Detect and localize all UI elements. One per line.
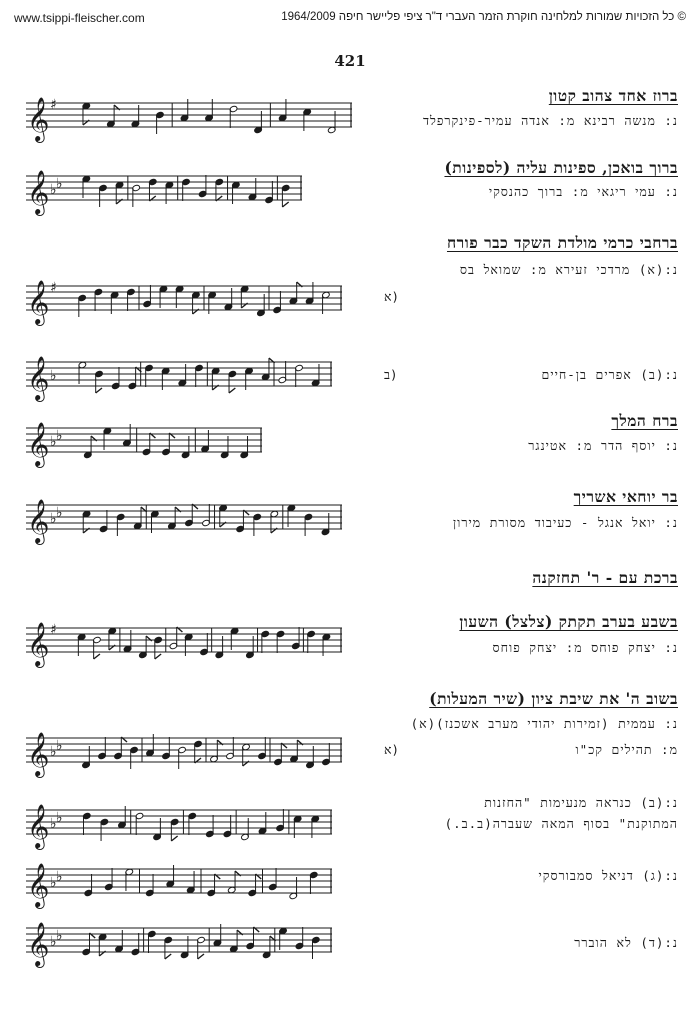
music-staff	[26, 168, 302, 214]
flat-sign: ♭	[56, 869, 63, 885]
variant-marker: א)	[384, 289, 400, 304]
song-credit: נ:(ב) כנראה מנעימות "החזנות	[484, 795, 678, 810]
treble-clef: 𝄞	[27, 97, 50, 141]
song-title: ברוך בואכן, ספינות עליה (לספינות)	[444, 158, 678, 177]
music-staff	[26, 861, 332, 907]
note-flag	[155, 654, 161, 659]
copyright-notice: © כל הזכויות שמורות למלחינה חוקרת הזמר העברי ד"ר ציפי פליישר חיפה 1964/2009	[281, 11, 686, 23]
song-credit: נ: עמי ריגאי מ: ברוך כהנסקי	[488, 184, 678, 199]
song-credit: נ: יואל אנגל - כעיבוד מסורת מירון	[452, 515, 678, 530]
music-staff	[26, 354, 332, 400]
music-staff	[26, 802, 332, 848]
flat-sign: ♭	[50, 934, 57, 950]
treble-clef: 𝄞	[27, 280, 50, 324]
flat-sign: ♭	[56, 810, 63, 826]
music-staff	[26, 497, 342, 543]
treble-clef: 𝄞	[27, 170, 50, 214]
song-credit: נ:(א) מרדכי זעירא מ: שמואל בס	[459, 262, 678, 277]
treble-clef: 𝄞	[27, 356, 50, 400]
flat-sign: ♭	[56, 505, 63, 521]
sharp-sign: ♯	[50, 97, 57, 113]
treble-clef: 𝄞	[27, 804, 50, 848]
song-title: ברכת עם - ר' תחזקנה	[532, 568, 678, 587]
music-staff	[26, 730, 342, 776]
song-credit: נ: יצחק פוחס מ: יצחק פוחס	[492, 640, 678, 655]
flat-sign: ♭	[50, 875, 57, 891]
flat-sign: ♭	[50, 511, 57, 527]
variant-marker: א)	[384, 742, 400, 757]
song-title: ברח המלך	[611, 411, 678, 430]
music-staff	[26, 620, 342, 666]
flat-sign: ♭	[50, 816, 57, 832]
note-flag	[229, 388, 235, 393]
flat-sign: ♭	[56, 428, 63, 444]
song-credit: נ: מנשה רבינא מ: אנדה עמיר-פינקרפלד	[422, 113, 678, 128]
song-credit: נ:(ד) לא הוברר	[574, 935, 678, 950]
treble-clef: 𝄞	[27, 499, 50, 543]
song-title: ברוז אחד צהוב קטון	[548, 86, 678, 105]
flat-sign: ♭	[56, 928, 63, 944]
sharp-sign: ♯	[50, 280, 57, 296]
flat-sign: ♭	[50, 434, 57, 450]
song-credit: נ:(ג) דניאל סמבורסקי	[538, 868, 678, 883]
song-credit: מ: תהילים קכ"ו	[575, 742, 678, 757]
treble-clef: 𝄞	[27, 422, 50, 466]
page-number: 421	[334, 52, 366, 70]
song-credit: המתוקנת" בסוף המאה שעברה(ב.ב.)	[444, 816, 678, 831]
flat-sign: ♭	[50, 368, 57, 384]
sharp-sign: ♯	[50, 622, 57, 638]
note-flag	[96, 388, 102, 393]
music-staff	[26, 95, 352, 141]
flat-sign: ♭	[56, 738, 63, 754]
song-title: בר יוחאי אשריך	[573, 487, 678, 506]
treble-clef: 𝄞	[27, 622, 50, 666]
song-title: ברחבי כרמי מולדת השקד כבר פורח	[446, 233, 678, 252]
flat-sign: ♭	[50, 182, 57, 198]
treble-clef: 𝄞	[27, 732, 50, 776]
song-title: בשבע בערב תקתק (צלצל) השעון	[459, 612, 678, 631]
note-flag	[198, 954, 204, 959]
music-staff	[26, 420, 262, 466]
note-flag	[165, 954, 171, 959]
song-title: בשוב ה' את שיבת ציון (שיר המעלות)	[429, 689, 678, 708]
song-credit: נ: יוסף הדר מ: אטינגר	[528, 438, 678, 453]
note-flag	[94, 654, 100, 659]
website-url[interactable]: www.tsippi-fleischer.com	[14, 11, 145, 25]
song-credit: נ:(ב) אפרים בן-חיים	[541, 367, 678, 382]
treble-clef: 𝄞	[27, 922, 50, 966]
flat-sign: ♭	[56, 176, 63, 192]
music-staff	[26, 920, 332, 966]
music-staff	[26, 278, 342, 324]
treble-clef: 𝄞	[27, 863, 50, 907]
note-flag	[171, 836, 177, 841]
variant-marker: ב)	[384, 367, 398, 382]
note-flag	[282, 202, 288, 207]
song-credit: נ: עממית (זמירות יהודי מערב אשכנז)(א)	[410, 716, 678, 731]
flat-sign: ♭	[50, 744, 57, 760]
